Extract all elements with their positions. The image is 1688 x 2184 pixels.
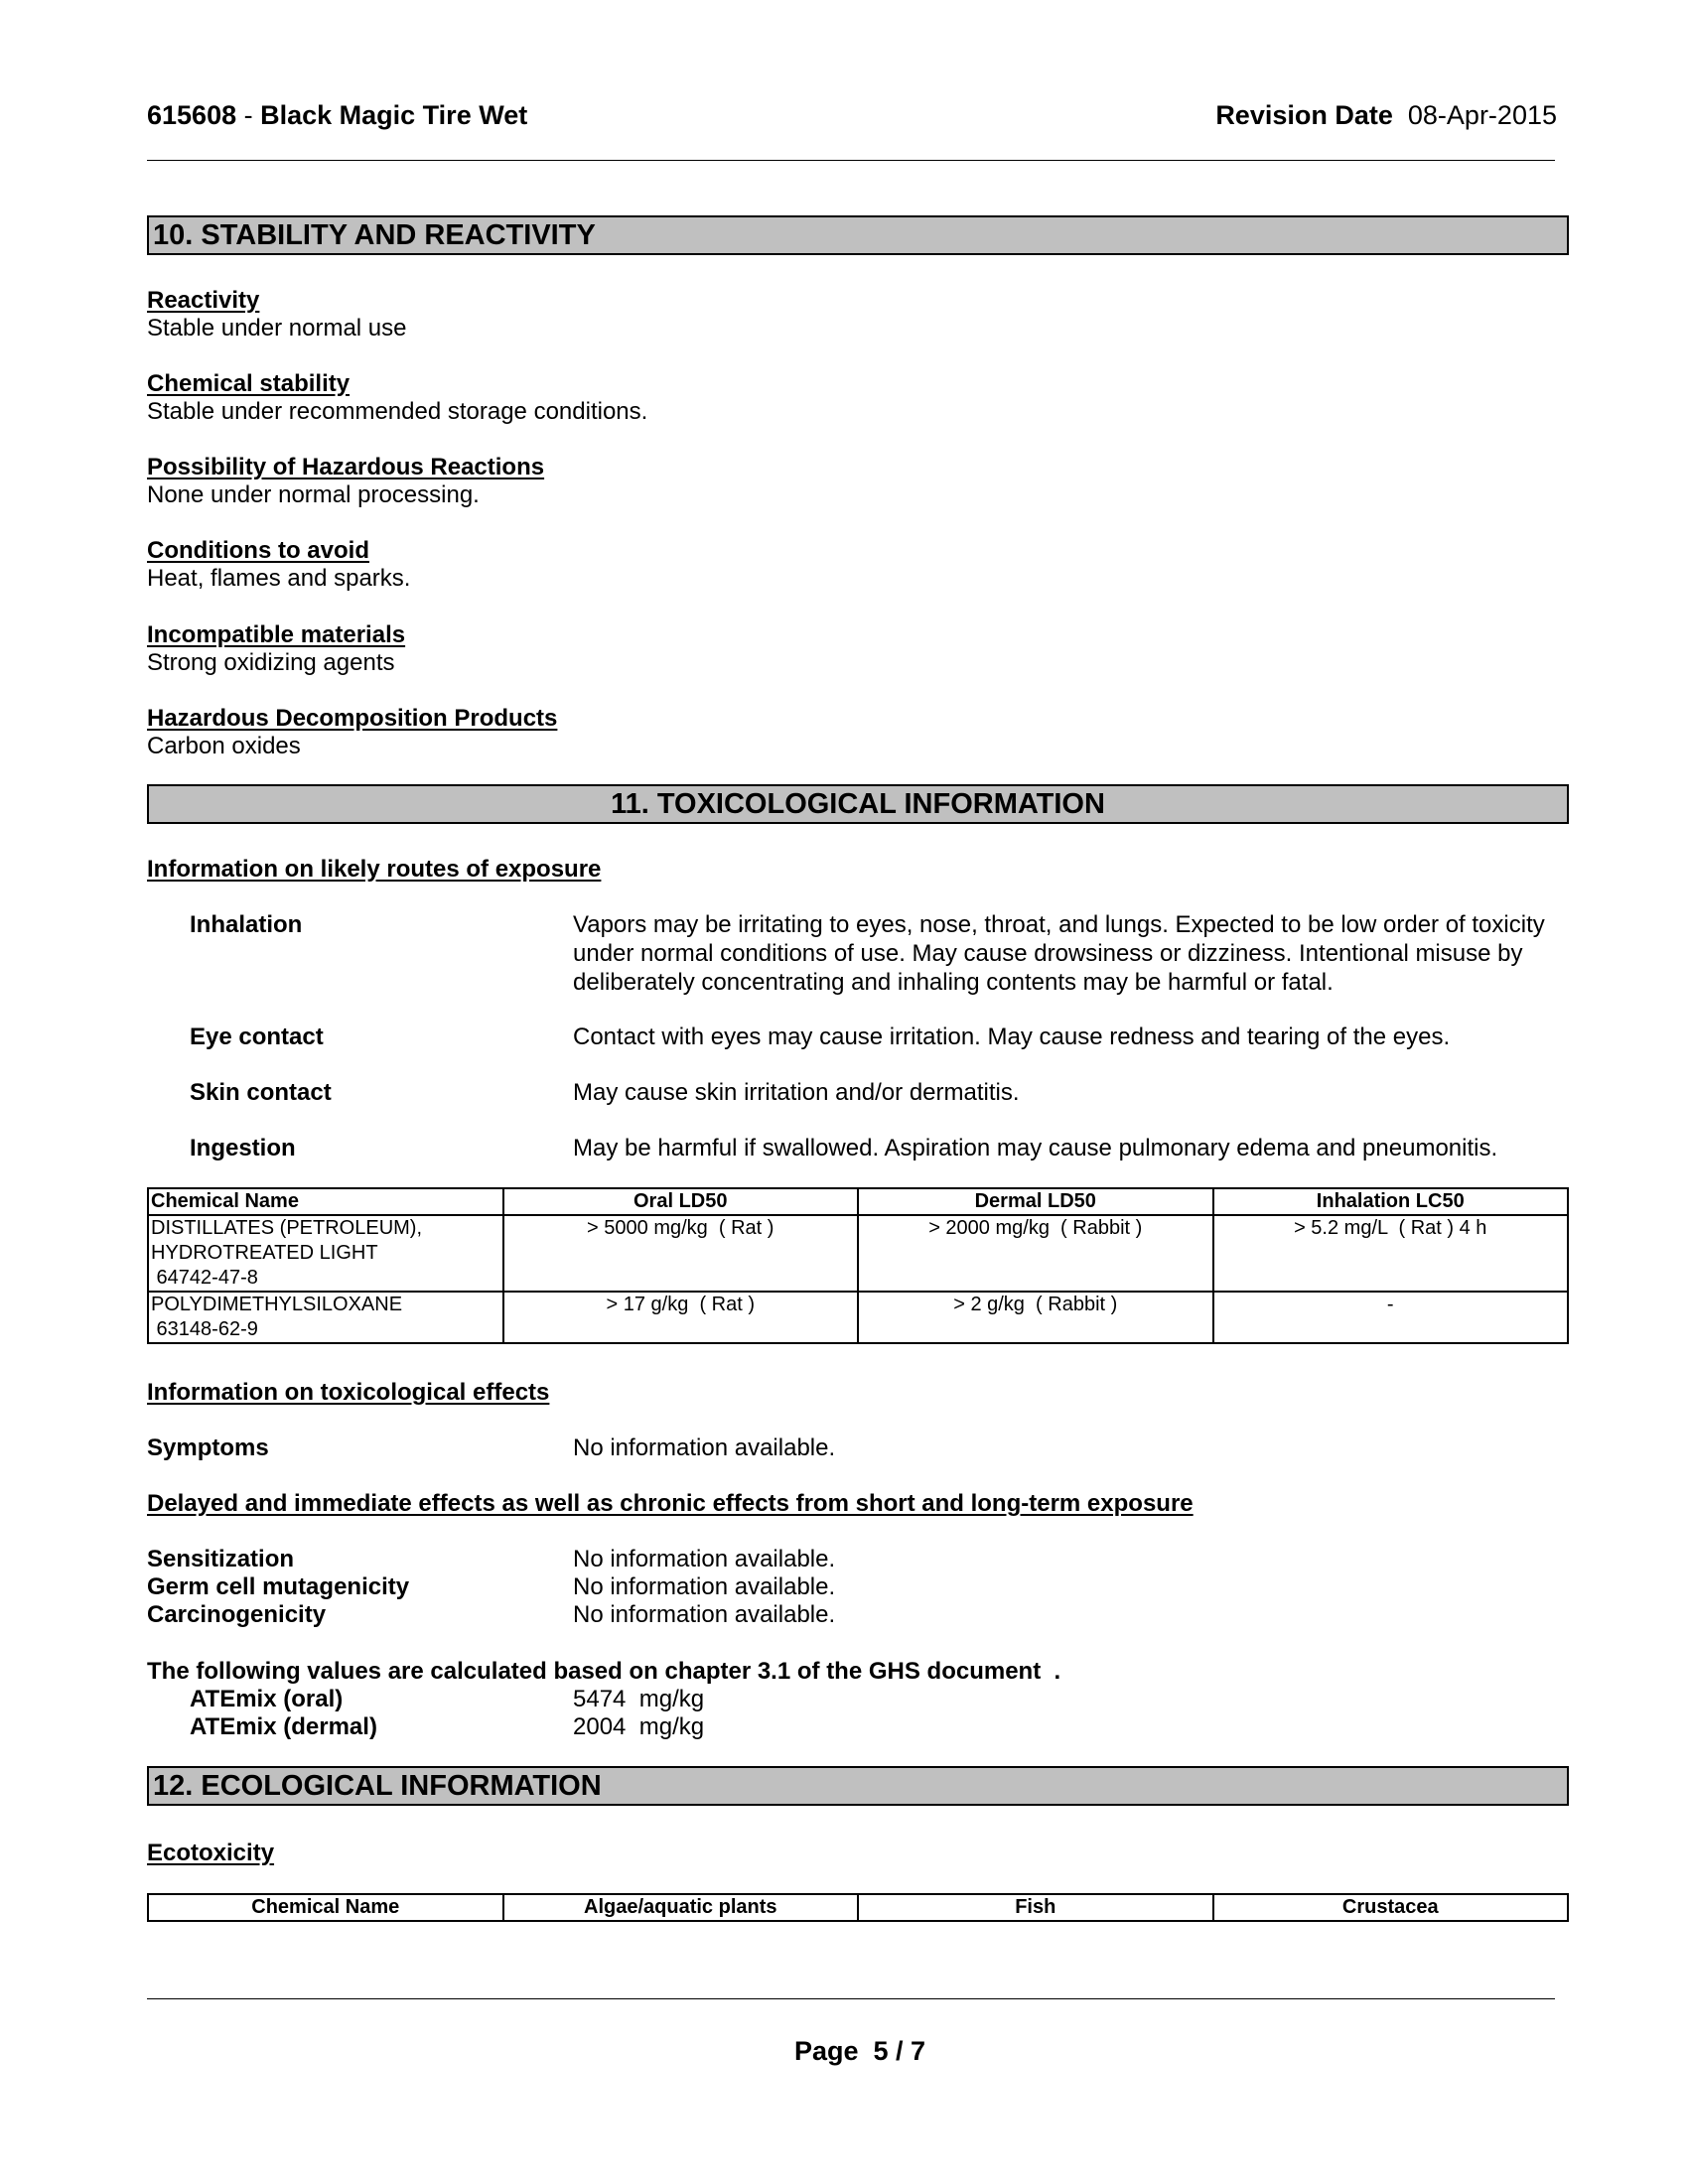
- cas-number: 64742-47-8: [151, 1267, 258, 1289]
- symptoms-value: No information available.: [573, 1434, 836, 1461]
- table-row: [148, 1215, 1568, 1292]
- section-11-title: 11. TOXICOLOGICAL INFORMATION: [147, 784, 1569, 824]
- eco-header-chemical-name: Chemical Name: [148, 1894, 503, 1921]
- eye-contact-label: Eye contact: [190, 1024, 324, 1050]
- hazardous-reactions-label: Possibility of Hazardous Reactions: [147, 454, 545, 480]
- sensitization-label: Sensitization: [147, 1546, 295, 1572]
- header-separator: -: [236, 100, 261, 130]
- toxicity-table-header: [148, 1188, 1568, 1215]
- document-header-product: [147, 99, 527, 131]
- page-number: Page 5 / 7: [793, 2036, 926, 2066]
- inhalation-text: Vapors may be irritating to eyes, nose, throat, and lungs. Expected to be low order of toxicity under normal conditions of use. May cause drowsiness or dizziness. Intentional misuse by deliberately concentrating and inhaling contents may be harmful or fatal.: [573, 911, 1545, 996]
- germ-cell-mutagenicity-label: Germ cell mutagenicity: [147, 1573, 410, 1600]
- sensitization-value: No information available.: [573, 1546, 836, 1572]
- carcinogenicity-label: Carcinogenicity: [147, 1601, 327, 1628]
- ecotoxicity-table: [147, 1893, 1569, 1922]
- header-chemical-name: Chemical Name: [148, 1188, 503, 1215]
- revision-date: 08-Apr-2015: [1407, 100, 1557, 130]
- cas-number: 63148-62-9: [151, 1318, 258, 1340]
- header-divider: [147, 160, 1555, 161]
- inhalation-label: Inhalation: [190, 911, 303, 938]
- incompatible-materials-label: Incompatible materials: [147, 621, 406, 648]
- symptoms-label: Symptoms: [147, 1434, 269, 1461]
- header-dermal-ld50: Dermal LD50: [858, 1188, 1213, 1215]
- hazardous-reactions-text: None under normal processing.: [147, 481, 480, 508]
- chemical-stability-label: Chemical stability: [147, 370, 351, 397]
- skin-contact-text: May cause skin irritation and/or dermatitis.: [573, 1079, 1020, 1106]
- chemical-name-cell: [148, 1215, 503, 1292]
- document-header-revision: [1215, 99, 1557, 131]
- eco-header-fish: Fish: [858, 1894, 1213, 1921]
- reactivity-text: Stable under normal use: [147, 315, 407, 341]
- ecotoxicity-table-header: [148, 1894, 1568, 1921]
- toxicological-effects-heading: Information on toxicological effects: [147, 1379, 550, 1406]
- inhalation-lc50-cell: -: [1213, 1292, 1569, 1343]
- conditions-to-avoid-text: Heat, flames and sparks.: [147, 565, 411, 592]
- dermal-ld50-cell: > 2000 mg/kg ( Rabbit ): [858, 1215, 1213, 1292]
- oral-ld50-cell: > 17 g/kg ( Rat ): [503, 1292, 859, 1343]
- chemical-name: DISTILLATES (PETROLEUM),: [151, 1217, 423, 1239]
- atemix-dermal-label: ATEmix (dermal): [190, 1713, 377, 1740]
- product-name: Black Magic Tire Wet: [260, 100, 528, 130]
- section-10-title: 10. STABILITY AND REACTIVITY: [147, 215, 1569, 255]
- ingestion-text: May be harmful if swallowed. Aspiration may cause pulmonary edema and pneumonitis.: [573, 1135, 1498, 1161]
- atemix-oral-value: 5474 mg/kg: [573, 1686, 705, 1712]
- header-inhalation-lc50: Inhalation LC50: [1213, 1188, 1569, 1215]
- conditions-to-avoid-label: Conditions to avoid: [147, 537, 369, 564]
- oral-ld50-cell: > 5000 mg/kg ( Rat ): [503, 1215, 859, 1292]
- decomposition-products-text: Carbon oxides: [147, 733, 301, 759]
- atemix-dermal-value: 2004 mg/kg: [573, 1713, 705, 1740]
- ecotoxicity-label: Ecotoxicity: [147, 1840, 275, 1866]
- carcinogenicity-value: No information available.: [573, 1601, 836, 1628]
- revision-label: Revision Date: [1215, 100, 1393, 130]
- dermal-ld50-cell: > 2 g/kg ( Rabbit ): [858, 1292, 1213, 1343]
- reactivity-label: Reactivity: [147, 287, 260, 314]
- toxicity-table: [147, 1187, 1569, 1344]
- header-oral-ld50: Oral LD50: [503, 1188, 859, 1215]
- routes-of-exposure-heading: Information on likely routes of exposure: [147, 856, 602, 883]
- eco-header-algae: Algae/aquatic plants: [503, 1894, 859, 1921]
- chemical-stability-text: Stable under recommended storage conditions.: [147, 398, 648, 425]
- ghs-calculation-note: The following values are calculated based on chapter 3.1 of the GHS document .: [147, 1658, 1061, 1685]
- decomposition-products-label: Hazardous Decomposition Products: [147, 705, 558, 732]
- delayed-effects-heading: Delayed and immediate effects as well as chronic effects from short and long-term exposure: [147, 1490, 1194, 1517]
- skin-contact-label: Skin contact: [190, 1079, 332, 1106]
- incompatible-materials-text: Strong oxidizing agents: [147, 649, 395, 676]
- ingestion-label: Ingestion: [190, 1135, 296, 1161]
- inhalation-lc50-cell: > 5.2 mg/L ( Rat ) 4 h: [1213, 1215, 1569, 1292]
- product-id: 615608: [147, 100, 237, 130]
- eye-contact-text: Contact with eyes may cause irritation. May cause redness and tearing of the eyes.: [573, 1024, 1451, 1050]
- chemical-name: POLYDIMETHYLSILOXANE: [151, 1294, 403, 1315]
- chemical-name-cell: [148, 1292, 503, 1343]
- chemical-name-cont: HYDROTREATED LIGHT: [151, 1242, 378, 1264]
- germ-cell-mutagenicity-value: No information available.: [573, 1573, 836, 1600]
- section-12-title: 12. ECOLOGICAL INFORMATION: [147, 1766, 1569, 1806]
- atemix-oral-label: ATEmix (oral): [190, 1686, 344, 1712]
- eco-header-crustacea: Crustacea: [1213, 1894, 1569, 1921]
- table-row: [148, 1292, 1568, 1343]
- footer-divider: [147, 1998, 1555, 1999]
